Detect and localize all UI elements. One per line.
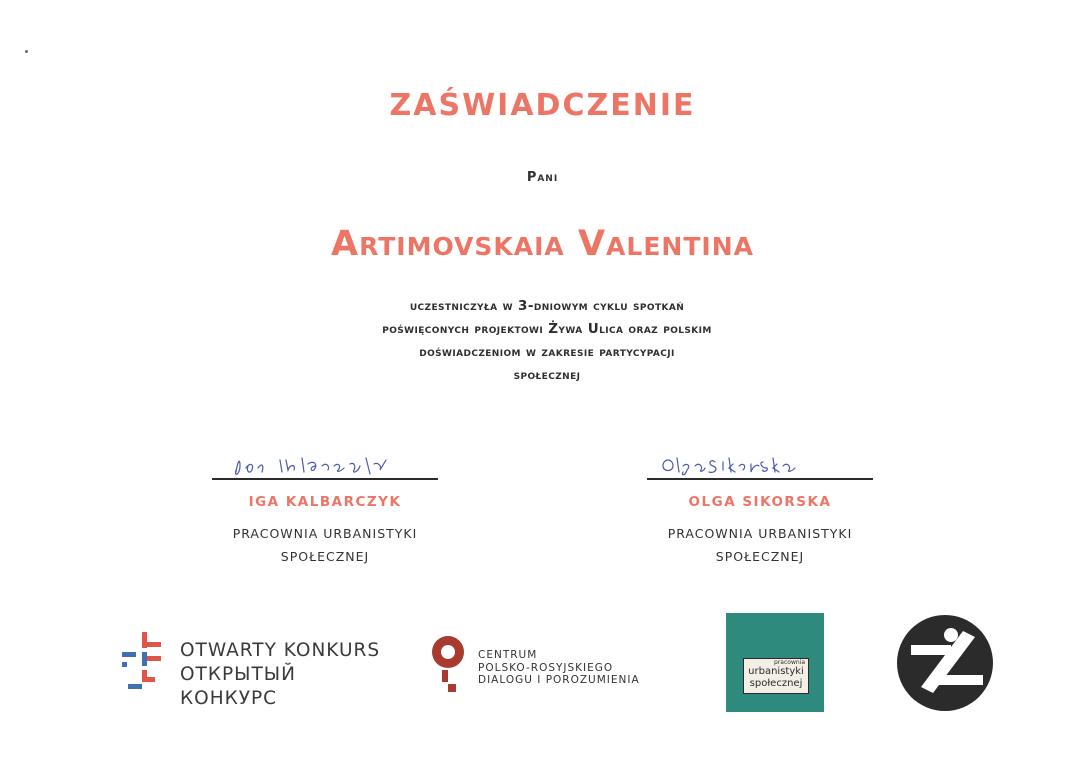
certificate-body — [292, 295, 802, 387]
recipient-name: Artimovskaia Valentina — [331, 224, 754, 264]
logo-line: pracownia — [774, 659, 805, 666]
body-line: uczestniczyła w 3-dniowym cyklu spotkań — [409, 298, 685, 314]
scan-speck — [25, 50, 28, 53]
body-line: doświadczeniom w zakresie partycypacji — [419, 344, 675, 360]
logo-line: POLSKO-ROSYJSKIEGO — [478, 661, 614, 674]
signature-line — [647, 478, 873, 480]
body-line: społecznej — [513, 367, 581, 383]
signatory-name: OLGA SIKORSKA — [688, 494, 832, 510]
logo-centrum — [428, 634, 648, 696]
logo-otwarty-konkurs-text — [180, 639, 390, 711]
signatory-name: IGA KALBARCZYK — [248, 494, 402, 510]
org-line: SPOŁECZNEJ — [715, 549, 805, 564]
certificate-title: ZAŚWIADCZENIE — [389, 88, 696, 123]
org-line: PRACOWNIA URBANISTYKI — [232, 526, 418, 541]
signatory-organization — [645, 522, 875, 568]
logo-line: CENTRUM — [478, 649, 538, 661]
zywa-ulica-z-icon — [893, 611, 997, 715]
logo-line: ОТКРЫТЫЙ КОНКУРС — [180, 664, 296, 709]
logo-otwarty-konkurs — [120, 628, 390, 709]
signature-scribble — [210, 452, 440, 478]
centrum-mark-icon — [428, 634, 468, 696]
org-line: SPOŁECZNEJ — [280, 549, 370, 564]
logo-pracownia-urbanistyki — [726, 613, 824, 712]
org-line: PRACOWNIA URBANISTYKI — [667, 526, 853, 541]
signature-block-right — [645, 452, 875, 568]
logo-line: urbanistyki — [748, 666, 804, 677]
logo-line: społecznej — [749, 678, 803, 689]
signature-block-left — [210, 452, 440, 568]
logo-line: OTWARTY KONKURS — [180, 640, 381, 661]
signature-line — [212, 478, 438, 480]
salutation: Pani — [526, 170, 559, 185]
handwritten-signature — [645, 452, 875, 478]
logo-zywa-ulica — [893, 611, 997, 715]
body-line: poświęconych projektowi Żywa Ulica oraz polskim — [382, 321, 712, 337]
logo-line: DIALOGU I POROZUMIENIA — [478, 674, 640, 686]
logo-pracownia-card — [743, 658, 809, 694]
signatory-organization — [210, 522, 440, 568]
handwritten-signature — [210, 452, 440, 478]
signature-scribble — [645, 452, 875, 478]
logo-centrum-text — [478, 649, 640, 687]
otwarty-konkurs-mark-icon — [120, 630, 166, 692]
